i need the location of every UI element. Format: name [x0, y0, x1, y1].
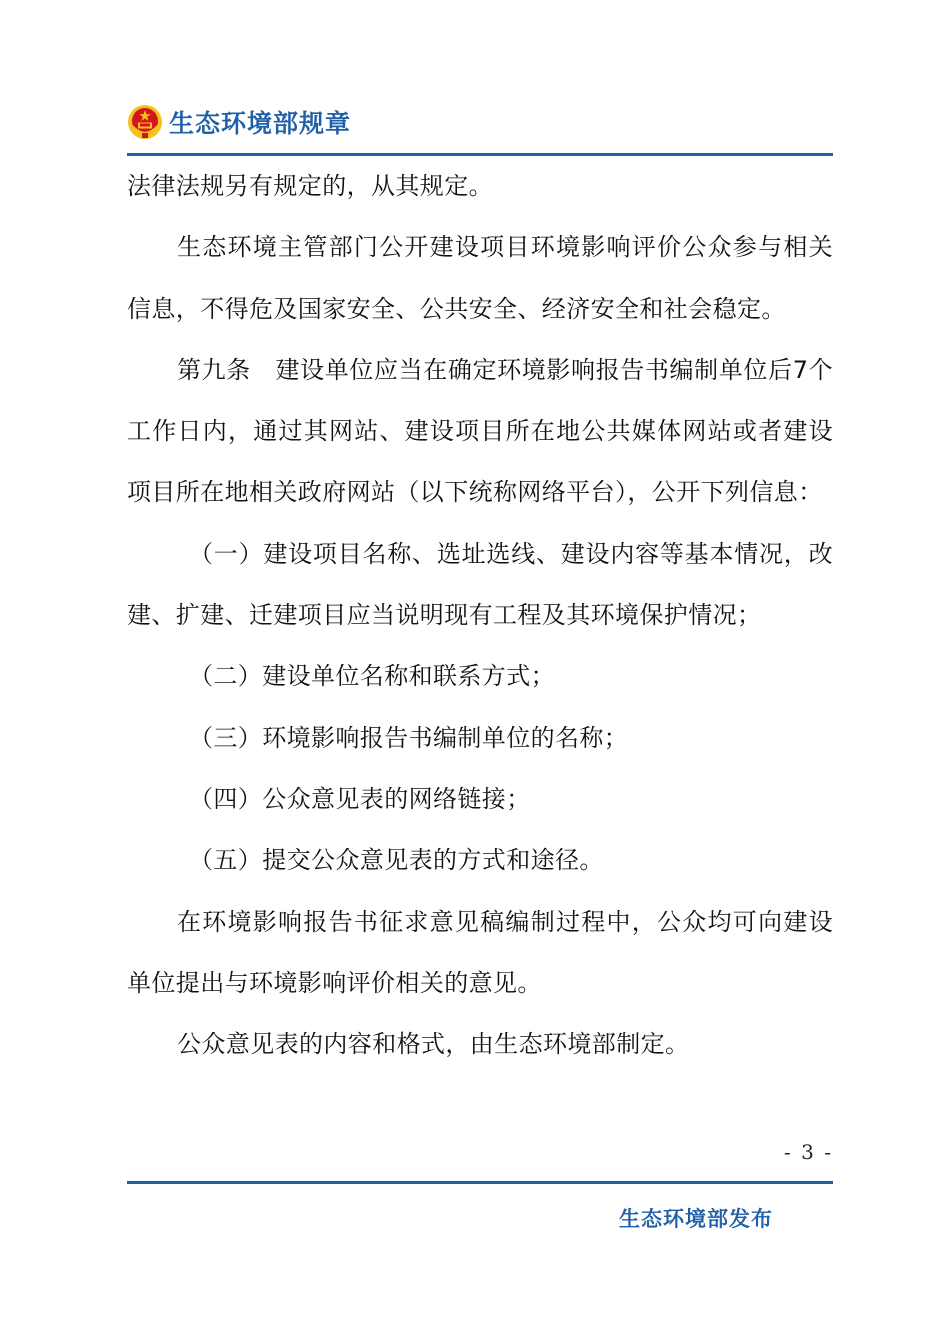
- header-title: 生态环境部规章: [169, 109, 352, 138]
- paragraph-info-disclosure: 生态环境主管部门公开建设项目环境影响评价公众参与相关信息，不得危及国家安全、公共安全、经济安全和社会稳定。: [127, 233, 833, 323]
- national-emblem-icon: [127, 104, 163, 140]
- document-body: [127, 156, 833, 1075]
- list-item-1: （一）建设项目名称、选址选线、建设内容等基本情况，改建、扩建、迁建项目应当说明现有工程及其环境保护情况；: [127, 539, 833, 630]
- footer-divider: [127, 1181, 833, 1184]
- list-item-5: （五）提交公众意见表的方式和途径。: [189, 846, 604, 875]
- paragraph-public-opinion: 在环境影响报告书征求意见稿编制过程中，公众均可向建设单位提出与环境影响评价相关的意见。: [127, 907, 833, 997]
- footer-publisher: 生态环境部发布: [619, 1207, 773, 1231]
- page-header: [127, 100, 351, 144]
- paragraph-form-format: 公众意见表的内容和格式，由生态环境部制定。: [177, 1030, 690, 1059]
- paragraph-continuation: 法律法规另有规定的，从其规定。: [127, 172, 493, 200]
- article-nine: 第九条 建设单位应当在确定环境影响报告书编制单位后7个工作日内，通过其网站、建设项目所在地公共媒体网站或者建设项目所在地相关政府网站（以下统称网络平台），公开下列信息：: [127, 355, 833, 507]
- page-number: - 3 -: [784, 1140, 833, 1164]
- list-item-2: （二）建设单位名称和联系方式；: [189, 662, 555, 691]
- list-item-3: （三）环境影响报告书编制单位的名称；: [189, 723, 629, 752]
- list-item-4: （四）公众意见表的网络链接；: [189, 784, 531, 813]
